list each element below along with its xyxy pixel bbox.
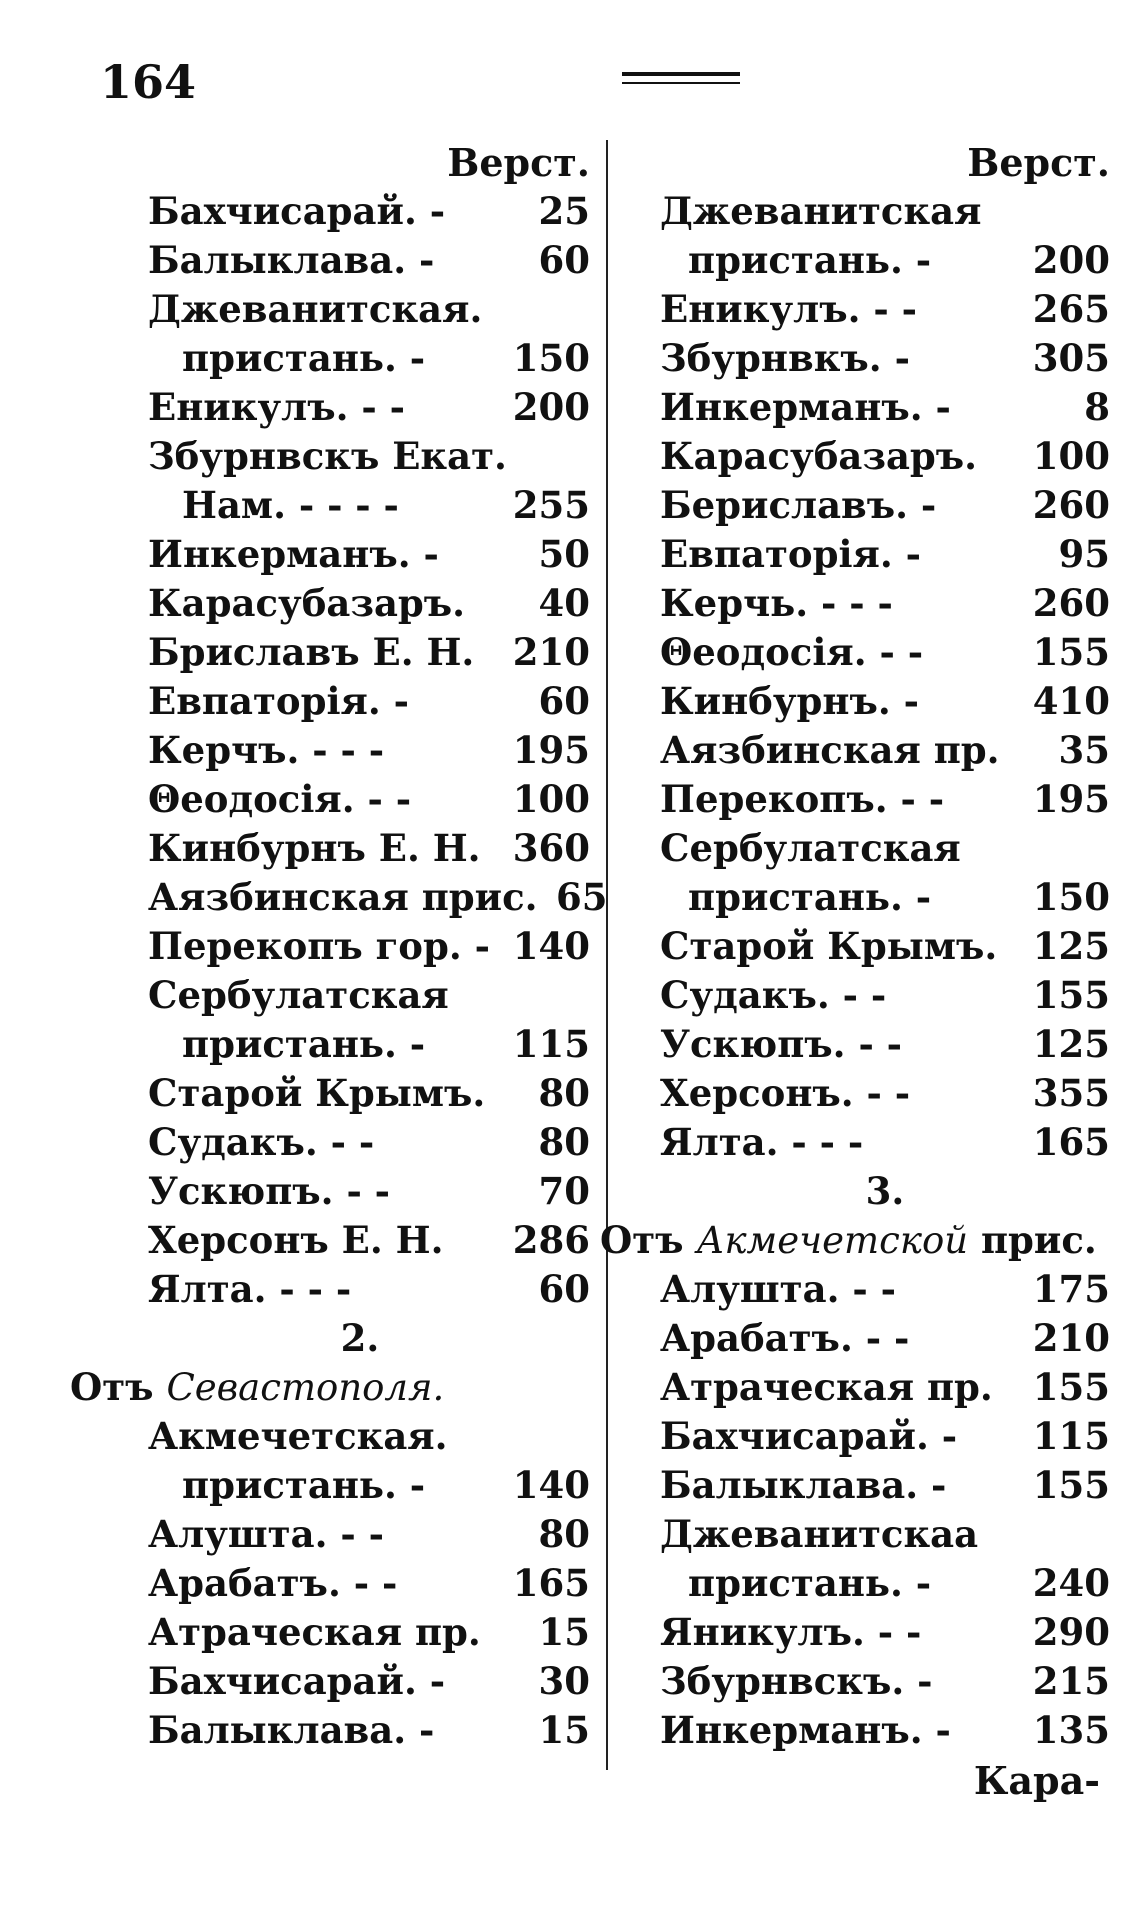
distance-value: 260 bbox=[1032, 483, 1110, 527]
column-header-verst: Верст. bbox=[447, 140, 590, 185]
place-name: Перекопъ. - - bbox=[660, 777, 945, 821]
place-name: Збурнвкъ. - bbox=[660, 336, 910, 380]
distance-value: 210 bbox=[1032, 1316, 1110, 1360]
place-name: пристань. - bbox=[182, 1463, 426, 1507]
place-name: Еникулъ. - - bbox=[660, 287, 917, 331]
distance-row bbox=[600, 383, 1110, 432]
distance-value: 260 bbox=[1032, 581, 1110, 625]
place-name: Карасубазаръ. bbox=[660, 434, 978, 478]
right-distance-list-2 bbox=[600, 1265, 1110, 1755]
distance-row bbox=[600, 1314, 1110, 1363]
distance-value: 140 bbox=[512, 924, 590, 968]
column-header-verst: Верст. bbox=[967, 140, 1110, 185]
distance-row bbox=[600, 775, 1110, 824]
distance-row bbox=[70, 285, 590, 334]
place-name: Бериславъ. - bbox=[660, 483, 937, 527]
distance-row bbox=[70, 726, 590, 775]
place-name: Бахчисарай. - bbox=[148, 189, 446, 233]
section-origin bbox=[600, 1216, 1110, 1265]
place-name: Бриславъ Е. Н. bbox=[148, 630, 475, 674]
origin-place: Акмечетской bbox=[696, 1219, 969, 1262]
place-name: Атрачеcкая пр. bbox=[660, 1365, 993, 1409]
distance-row bbox=[600, 1265, 1110, 1314]
distance-value: 150 bbox=[512, 336, 590, 380]
distance-value: 305 bbox=[1032, 336, 1110, 380]
catchword: Кара- bbox=[973, 1758, 1100, 1803]
distance-value: 200 bbox=[512, 385, 590, 429]
distance-value: 125 bbox=[1032, 924, 1110, 968]
distance-value: 195 bbox=[512, 728, 590, 772]
distance-row bbox=[70, 187, 590, 236]
distance-row bbox=[70, 1069, 590, 1118]
distance-value: 95 bbox=[1058, 532, 1110, 576]
distance-row bbox=[70, 971, 590, 1020]
place-name: пристань. - bbox=[688, 1561, 932, 1605]
distance-value: 80 bbox=[538, 1120, 590, 1164]
place-name: Судакъ. - - bbox=[148, 1120, 375, 1164]
distance-row bbox=[70, 628, 590, 677]
distance-row bbox=[70, 824, 590, 873]
place-name: Яникулъ. - - bbox=[660, 1610, 922, 1654]
place-name: Балыклава. - bbox=[660, 1463, 947, 1507]
distance-row bbox=[70, 922, 590, 971]
section-number: 3. bbox=[865, 1169, 905, 1213]
distance-value: 40 bbox=[538, 581, 590, 625]
distance-value: 175 bbox=[1032, 1267, 1110, 1311]
place-name: Ялта. - - - bbox=[660, 1120, 864, 1164]
place-name: пристань. - bbox=[182, 336, 426, 380]
distance-row bbox=[70, 873, 608, 922]
distance-value: 60 bbox=[538, 238, 590, 282]
distance-row bbox=[70, 1216, 590, 1265]
place-name: Арабатъ. - - bbox=[660, 1316, 910, 1360]
origin-suffix: прис. bbox=[980, 1218, 1097, 1262]
distance-row bbox=[600, 236, 1110, 285]
distance-value: 290 bbox=[1032, 1610, 1110, 1654]
distance-row bbox=[70, 432, 590, 481]
distance-value: 195 bbox=[1032, 777, 1110, 821]
distance-value: 115 bbox=[512, 1022, 590, 1066]
distance-value: 60 bbox=[538, 1267, 590, 1311]
place-name: Джеванитскаа bbox=[660, 1512, 979, 1556]
distance-row bbox=[600, 971, 1110, 1020]
place-name: Судакъ. - - bbox=[660, 973, 887, 1017]
header-rule bbox=[622, 72, 740, 84]
distance-row bbox=[600, 628, 1110, 677]
distance-row bbox=[600, 1412, 1110, 1461]
section-origin bbox=[70, 1363, 590, 1412]
place-name: Бахчисарай. - bbox=[660, 1414, 958, 1458]
left-distance-list-2 bbox=[70, 1412, 590, 1755]
right-distance-list-1 bbox=[600, 187, 1110, 1167]
distance-value: 215 bbox=[1032, 1659, 1110, 1703]
distance-row bbox=[600, 530, 1110, 579]
distance-row bbox=[70, 1706, 590, 1755]
distance-row bbox=[600, 1363, 1110, 1412]
place-name: Бахчисарай. - bbox=[148, 1659, 446, 1703]
place-name: Акмечетская. bbox=[148, 1414, 448, 1458]
distance-value: 15 bbox=[538, 1708, 590, 1752]
distance-row bbox=[600, 824, 1110, 873]
distance-value: 265 bbox=[1032, 287, 1110, 331]
distance-row bbox=[600, 1559, 1110, 1608]
distance-row bbox=[70, 1510, 590, 1559]
distance-row bbox=[70, 579, 590, 628]
distance-value: 80 bbox=[538, 1512, 590, 1556]
distance-value: 115 bbox=[1032, 1414, 1110, 1458]
place-name: Балыклава. - bbox=[148, 1708, 435, 1752]
distance-row bbox=[70, 1657, 590, 1706]
place-name: пристань. - bbox=[688, 875, 932, 919]
origin-prefix: Отъ bbox=[70, 1365, 154, 1409]
place-name: Ускюпъ. - - bbox=[148, 1169, 391, 1213]
left-distance-list-1 bbox=[70, 187, 608, 1314]
place-name: Θеодосія. - - bbox=[660, 630, 924, 674]
distance-row bbox=[600, 1706, 1110, 1755]
distance-value: 155 bbox=[1032, 1463, 1110, 1507]
place-name: Керчъ. - - - bbox=[148, 728, 385, 772]
distance-value: 70 bbox=[538, 1169, 590, 1213]
distance-value: 165 bbox=[512, 1561, 590, 1605]
place-name: Арабатъ. - - bbox=[148, 1561, 398, 1605]
place-name: Збурнвскъ. - bbox=[660, 1659, 933, 1703]
place-name: Евпаторія. - bbox=[660, 532, 921, 576]
right-column bbox=[600, 138, 1110, 1755]
place-name: Еникулъ. - - bbox=[148, 385, 405, 429]
distance-value: 15 bbox=[538, 1610, 590, 1654]
distance-row bbox=[600, 873, 1110, 922]
distance-row bbox=[600, 1118, 1110, 1167]
place-name: Атрачеcкая пр. bbox=[148, 1610, 481, 1654]
distance-value: 100 bbox=[1032, 434, 1110, 478]
distance-row bbox=[70, 334, 590, 383]
distance-row bbox=[600, 285, 1110, 334]
distance-row bbox=[600, 1020, 1110, 1069]
page-number: 164 bbox=[100, 55, 197, 109]
place-name: Аязбинская прис. bbox=[148, 875, 538, 919]
distance-row bbox=[600, 187, 1110, 236]
place-name: Инкерманъ. - bbox=[660, 1708, 951, 1752]
distance-value: 410 bbox=[1032, 679, 1110, 723]
distance-row bbox=[600, 1657, 1110, 1706]
distance-row bbox=[70, 1020, 590, 1069]
distance-row bbox=[600, 1510, 1110, 1559]
place-name: Нам. - - - - bbox=[182, 483, 399, 527]
place-name: Збурнвскъ Екат. bbox=[148, 434, 507, 478]
place-name: Джеванитская bbox=[660, 189, 982, 233]
place-name: Ускюпъ. - - bbox=[660, 1022, 903, 1066]
distance-value: 255 bbox=[512, 483, 590, 527]
distance-row bbox=[70, 481, 590, 530]
distance-value: 8 bbox=[1084, 385, 1110, 429]
distance-row bbox=[70, 1118, 590, 1167]
distance-row bbox=[70, 1559, 590, 1608]
distance-row bbox=[70, 775, 590, 824]
distance-value: 50 bbox=[538, 532, 590, 576]
place-name: Ялта. - - - bbox=[148, 1267, 352, 1311]
distance-value: 360 bbox=[512, 826, 590, 870]
place-name: Керчь. - - - bbox=[660, 581, 893, 625]
place-name: Херсонъ Е. Н. bbox=[148, 1218, 444, 1262]
distance-value: 25 bbox=[538, 189, 590, 233]
distance-row bbox=[600, 922, 1110, 971]
place-name: Аязбинская пр. bbox=[660, 728, 1000, 772]
place-name: Сербулатская bbox=[148, 973, 449, 1017]
distance-row bbox=[70, 236, 590, 285]
place-name: Старой Крымъ. bbox=[660, 924, 998, 968]
distance-row bbox=[70, 1167, 590, 1216]
place-name: Инкерманъ. - bbox=[148, 532, 439, 576]
distance-value: 65 bbox=[556, 875, 608, 919]
place-name: Θеодосія. - - bbox=[148, 777, 412, 821]
origin-prefix: Отъ bbox=[600, 1218, 684, 1262]
place-name: Кинбурнъ. - bbox=[660, 679, 919, 723]
distance-row bbox=[600, 579, 1110, 628]
distance-row bbox=[600, 677, 1110, 726]
place-name: пристань. - bbox=[182, 1022, 426, 1066]
distance-value: 150 bbox=[1032, 875, 1110, 919]
distance-row bbox=[600, 432, 1110, 481]
distance-value: 100 bbox=[512, 777, 590, 821]
origin-place: Севастополя. bbox=[166, 1366, 445, 1409]
distance-value: 200 bbox=[1032, 238, 1110, 282]
distance-row bbox=[600, 1069, 1110, 1118]
distance-value: 30 bbox=[538, 1659, 590, 1703]
place-name: Перекопъ гор. - bbox=[148, 924, 490, 968]
distance-row bbox=[600, 1608, 1110, 1657]
distance-value: 155 bbox=[1032, 973, 1110, 1017]
distance-row bbox=[600, 1461, 1110, 1510]
distance-value: 355 bbox=[1032, 1071, 1110, 1115]
place-name: Старой Крымъ. bbox=[148, 1071, 486, 1115]
distance-row bbox=[600, 481, 1110, 530]
place-name: Балыклава. - bbox=[148, 238, 435, 282]
distance-value: 80 bbox=[538, 1071, 590, 1115]
place-name: Евпаторія. - bbox=[148, 679, 409, 723]
place-name: Джеванитская. bbox=[148, 287, 483, 331]
distance-row bbox=[70, 1608, 590, 1657]
place-name: Алушта. - - bbox=[148, 1512, 384, 1556]
distance-row bbox=[70, 1412, 590, 1461]
distance-row bbox=[70, 677, 590, 726]
distance-value: 155 bbox=[1032, 630, 1110, 674]
section-number: 2. bbox=[340, 1316, 380, 1360]
distance-row bbox=[70, 530, 590, 579]
distance-row bbox=[70, 383, 590, 432]
distance-row bbox=[70, 1461, 590, 1510]
distance-value: 140 bbox=[512, 1463, 590, 1507]
distance-value: 165 bbox=[1032, 1120, 1110, 1164]
place-name: Херсонъ. - - bbox=[660, 1071, 911, 1115]
distance-value: 60 bbox=[538, 679, 590, 723]
left-column bbox=[70, 138, 608, 1755]
distance-value: 135 bbox=[1032, 1708, 1110, 1752]
place-name: пристань. - bbox=[688, 238, 932, 282]
place-name: Инкерманъ. - bbox=[660, 385, 951, 429]
distance-value: 240 bbox=[1032, 1561, 1110, 1605]
place-name: Карасубазаръ. bbox=[148, 581, 466, 625]
distance-value: 155 bbox=[1032, 1365, 1110, 1409]
place-name: Кинбурнъ Е. Н. bbox=[148, 826, 481, 870]
place-name: Алушта. - - bbox=[660, 1267, 896, 1311]
distance-row bbox=[70, 1265, 590, 1314]
distance-value: 35 bbox=[1058, 728, 1110, 772]
distance-value: 286 bbox=[512, 1218, 590, 1262]
distance-value: 210 bbox=[512, 630, 590, 674]
distance-row bbox=[600, 334, 1110, 383]
place-name: Сербулатская bbox=[660, 826, 961, 870]
distance-value: 125 bbox=[1032, 1022, 1110, 1066]
distance-row bbox=[600, 726, 1110, 775]
